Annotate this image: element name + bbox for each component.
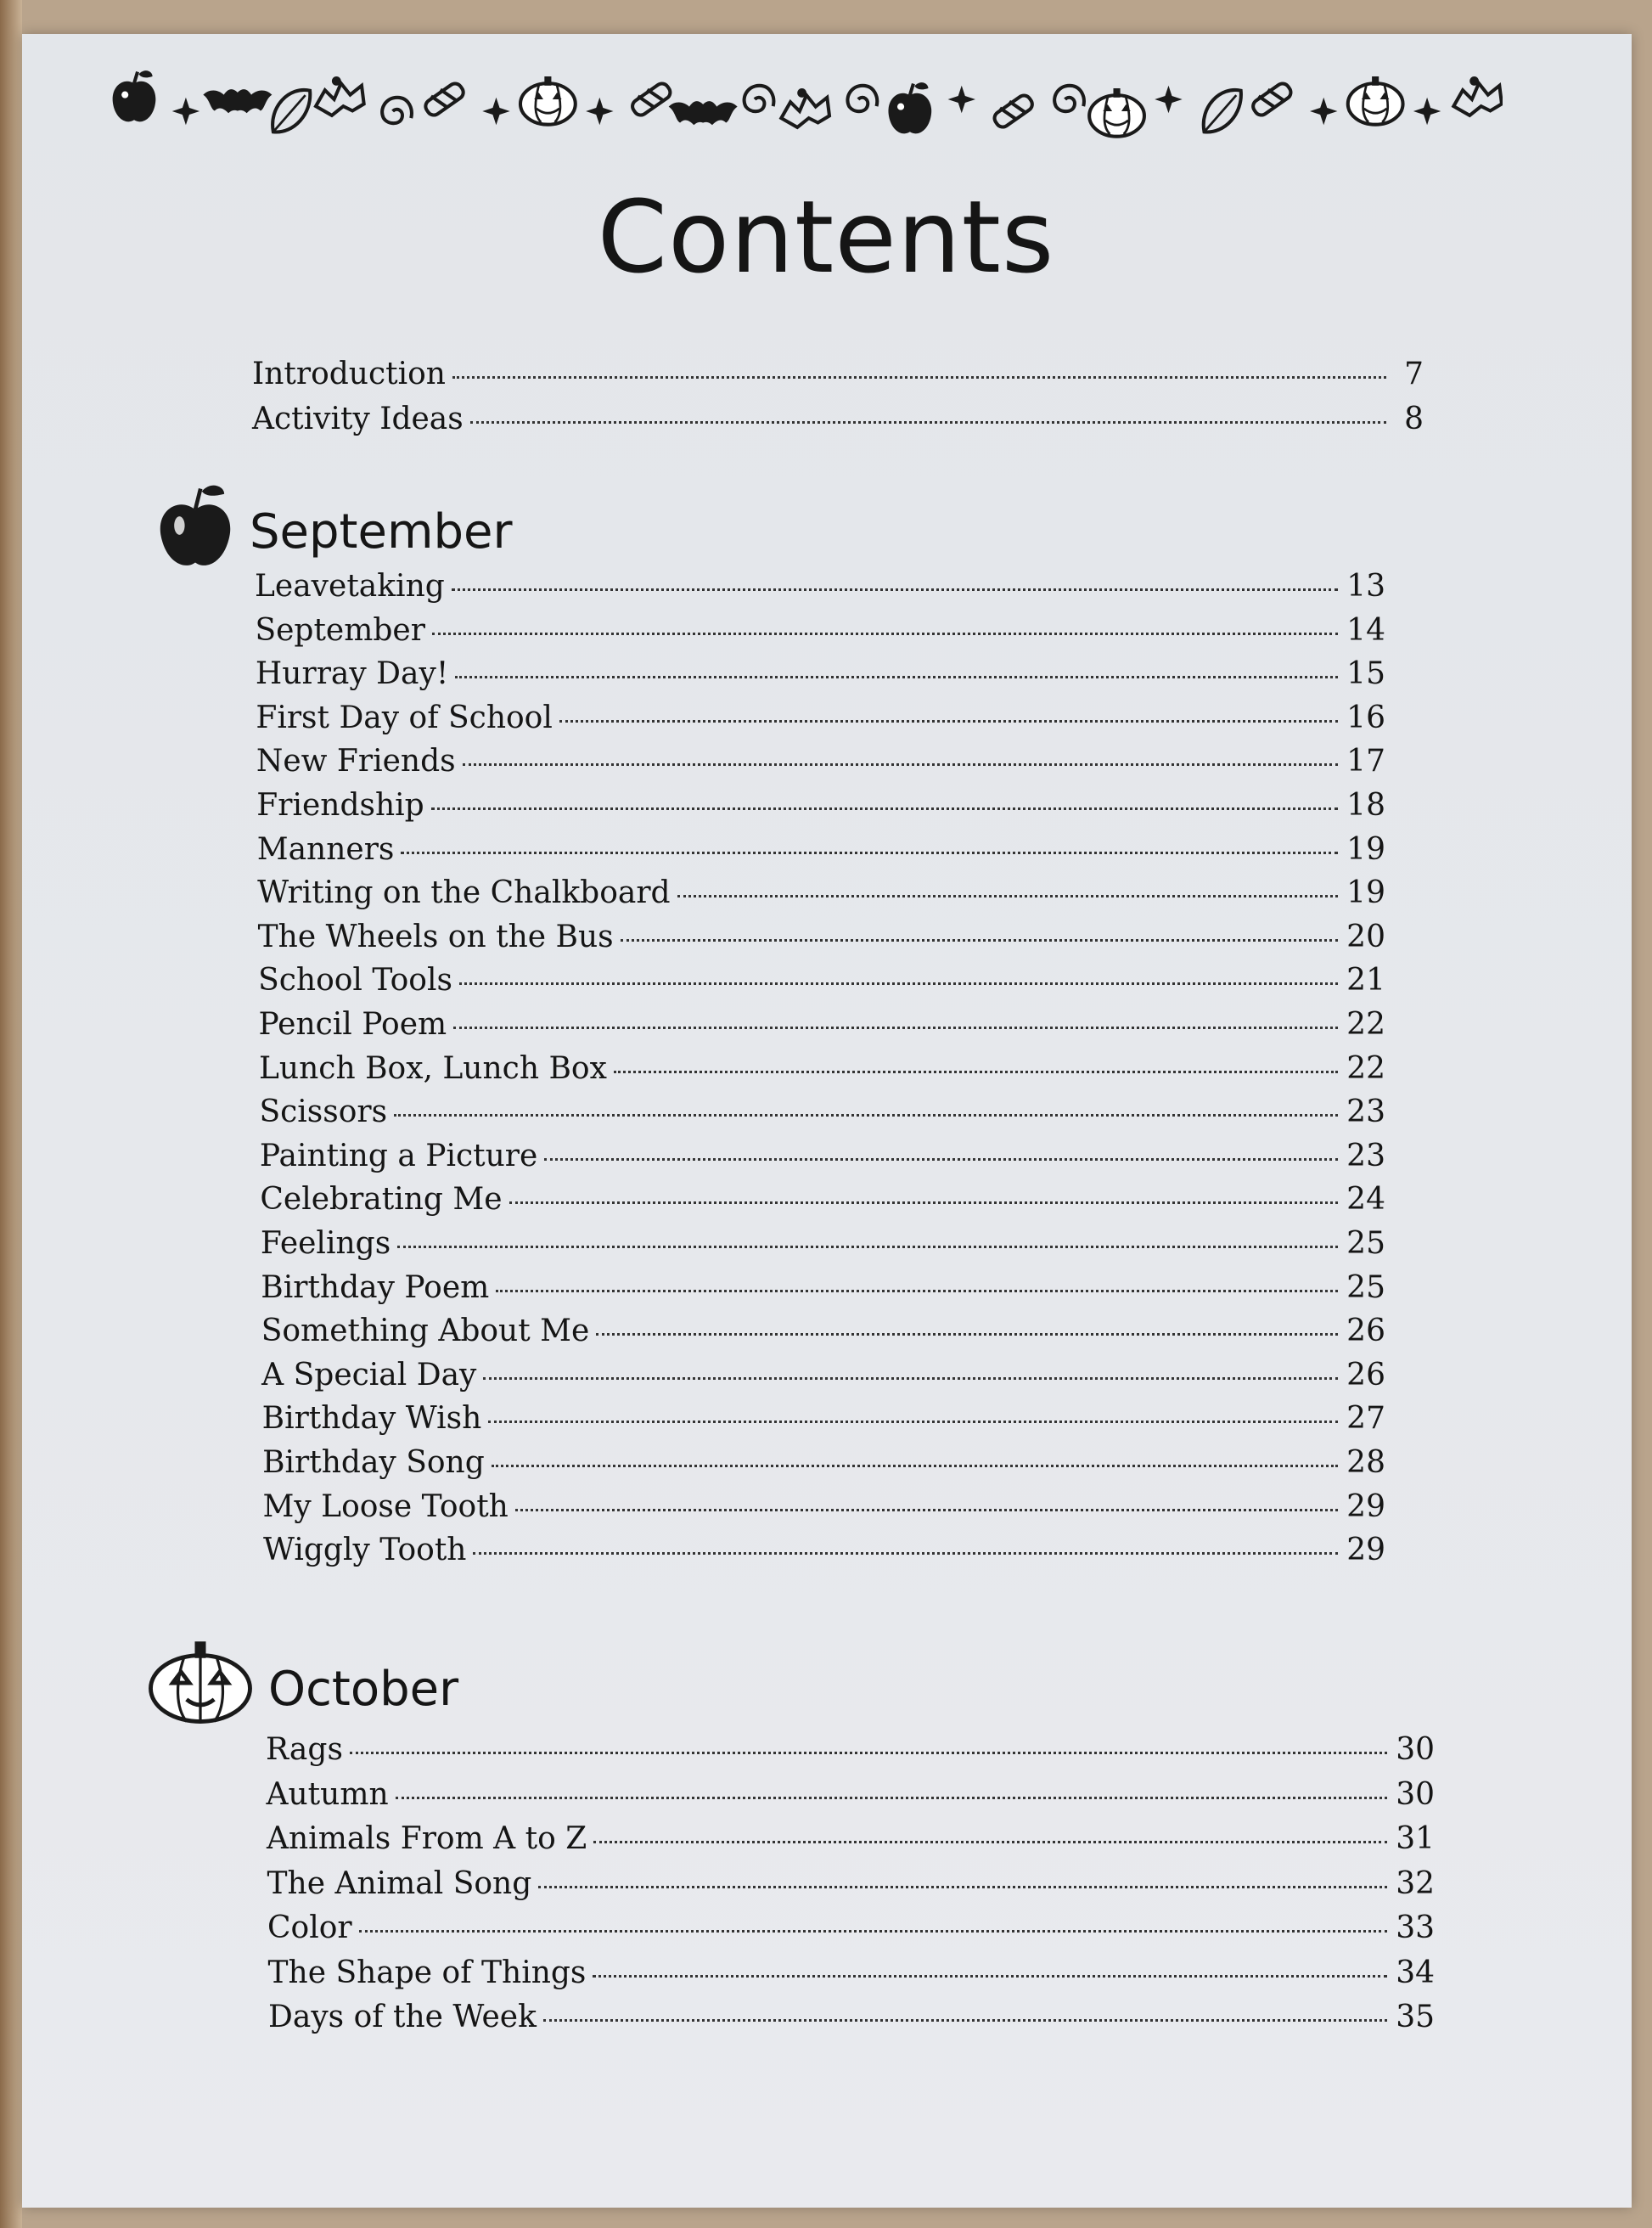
toc-entry [255,613,1385,655]
entry-title: Birthday Poem [261,1269,490,1305]
entry-title: Wiggly Tooth [263,1533,467,1568]
page-number: 23 [1346,1138,1385,1173]
toc-entry [257,832,1385,875]
toc-entry [256,788,1385,830]
swirl-icon [382,98,412,123]
page-number: 30 [1396,1732,1435,1767]
dot-leader [350,1752,1387,1754]
dot-leader [455,676,1338,678]
pumpkin-icon [1348,76,1403,125]
entry-title: Animals From A to Z [267,1821,587,1856]
toc-entry [260,1182,1385,1224]
entry-title: Activity Ideas [252,402,464,436]
dot-leader [396,1797,1388,1799]
bat-icon [203,89,272,113]
toc-entry [252,402,1424,444]
entry-title: Pencil Poem [258,1007,447,1042]
toc-entry [262,1401,1385,1443]
toc-entry [268,1955,1436,1998]
dot-leader [459,982,1338,985]
page-number: 26 [1346,1314,1385,1349]
toc-entry [267,1777,1436,1820]
toc-entry [263,1489,1385,1532]
dot-leader [621,939,1339,942]
dot-leader [677,895,1339,897]
star-icon [948,86,975,113]
apple-icon [153,475,238,588]
pumpkin-icon [520,76,576,125]
dot-leader [488,1421,1338,1423]
page-number: 29 [1346,1533,1385,1568]
page-number: 22 [1346,1007,1385,1042]
entry-title: The Wheels on the Bus [257,919,614,954]
toc-entry [261,1270,1385,1313]
page-number: 26 [1346,1357,1385,1392]
entry-title: First Day of School [256,700,553,735]
entry-title: Birthday Song [262,1445,485,1480]
entry-title: September [255,612,425,648]
candy-icon [423,81,466,117]
entry-title: Autumn [266,1776,389,1812]
dot-leader [452,376,1386,379]
toc-entry [260,1139,1385,1181]
page-number: 27 [1346,1401,1385,1437]
page-number: 24 [1346,1182,1385,1218]
page-number: 8 [1404,402,1424,436]
page-number: 19 [1346,875,1385,911]
entry-title: Friendship [256,788,424,823]
toc-entry [262,1445,1385,1488]
toc-entry [255,569,1385,611]
dot-leader [432,633,1338,635]
dot-leader [515,1509,1338,1511]
entry-title: Hurray Day! [255,656,449,692]
entry-title: New Friends [256,744,456,779]
star-icon [1310,98,1337,125]
page-number: 29 [1346,1488,1385,1524]
toc-entry [267,1821,1435,1864]
toc-entry [266,1732,1435,1775]
decorative-border [110,58,1503,160]
toc-entry [261,1314,1385,1356]
dot-leader [593,1975,1387,1978]
dot-leader [596,1333,1338,1336]
page-number: 13 [1346,569,1385,604]
star-icon [1155,86,1182,113]
dot-leader [509,1201,1339,1204]
page-title: Contents [597,178,1055,295]
toc-entry [261,1226,1385,1269]
toc-entry [259,1094,1385,1137]
page-number: 14 [1346,612,1385,648]
entry-title: Feelings [260,1226,391,1261]
pumpkin-icon [1089,88,1144,137]
toc-entry [263,1533,1385,1575]
entry-title: Birthday Wish [261,1401,482,1437]
dot-leader [593,1841,1387,1843]
dot-leader [431,807,1338,810]
toc-entry [261,1358,1385,1400]
dot-leader [473,1552,1338,1555]
page-number: 31 [1396,1821,1435,1856]
dot-leader [544,1158,1338,1161]
entry-title: A Special Day [261,1357,477,1392]
page-number: 16 [1346,700,1385,735]
page-number: 15 [1346,656,1385,692]
swirl-icon [847,86,877,111]
star-icon [482,98,509,125]
holly-icon [781,88,829,127]
toc-entry [252,357,1424,399]
apple-icon [888,82,931,133]
dot-leader [470,421,1386,424]
toc-entry [256,700,1385,743]
page-number: 20 [1346,919,1385,954]
toc-entry [267,1866,1436,1909]
entry-title: Celebrating Me [260,1182,503,1218]
dot-leader [452,588,1338,591]
entry-title: The Shape of Things [267,1955,587,1990]
dot-leader [463,763,1339,766]
page-number: 32 [1396,1865,1435,1901]
page-number: 17 [1346,744,1385,779]
page-number: 35 [1396,2000,1435,2034]
swirl-icon [1054,86,1084,111]
dot-leader [483,1377,1338,1380]
dot-leader [397,1246,1338,1248]
book-spine [0,0,22,2228]
entry-title: Something About Me [261,1314,590,1349]
page-number: 30 [1396,1776,1435,1812]
entry-title: Rags [266,1732,343,1767]
page-number: 22 [1346,1050,1385,1086]
toc-entry [267,1910,1435,1953]
dot-leader [492,1465,1338,1467]
dot-leader [559,720,1338,723]
entry-title: Scissors [259,1094,388,1130]
leaf-icon [273,90,310,132]
toc-entry [268,2000,1435,2042]
page-number: 7 [1404,357,1424,391]
star-icon [586,98,613,125]
leaf-icon [1204,90,1241,132]
page-number: 25 [1346,1269,1385,1305]
page-number: 18 [1346,788,1385,823]
bat-icon [669,101,738,125]
entry-title: Introduction [252,357,446,391]
candy-icon [630,81,673,117]
page-number: 25 [1346,1226,1385,1261]
candy-icon [992,93,1035,129]
dot-leader [543,2019,1387,2022]
dot-leader [401,852,1338,854]
entry-title: Leavetaking [255,569,445,604]
toc-entry [259,1051,1385,1094]
entry-title: Lunch Box, Lunch Box [259,1050,607,1086]
dot-leader [538,1886,1387,1888]
toc-entry [256,744,1385,786]
entry-title: Manners [256,831,395,867]
swirl-icon [745,86,774,111]
star-icon [1413,98,1441,125]
candy-icon [1250,81,1294,117]
holly-icon [316,76,364,115]
dot-leader [453,1027,1338,1029]
section-title: September [250,504,513,560]
pumpkin-icon [144,1639,256,1739]
page-number: 33 [1396,1910,1435,1945]
entry-title: The Animal Song [267,1865,532,1901]
section-title: October [268,1661,459,1717]
page-number: 21 [1346,963,1385,999]
toc-entry [258,963,1385,1005]
star-icon [172,98,199,125]
toc-entry [256,656,1385,699]
dot-leader [496,1290,1338,1292]
entry-title: My Loose Tooth [262,1488,509,1524]
toc-entry [258,920,1385,962]
dot-leader [359,1930,1388,1933]
entry-title: Writing on the Chalkboard [257,875,671,911]
entry-title: Days of the Week [268,2000,537,2034]
holly-icon [1453,76,1502,115]
toc-entry [257,875,1385,918]
apple-icon [113,70,156,121]
page-number: 19 [1346,831,1385,867]
page-number: 23 [1346,1094,1385,1130]
page-number: 34 [1396,1955,1435,1990]
toc-entry [259,1007,1385,1049]
dot-leader [394,1114,1338,1117]
page-number: 28 [1346,1445,1385,1480]
entry-title: Painting a Picture [259,1138,538,1173]
entry-title: School Tools [258,963,452,999]
entry-title: Color [267,1910,352,1945]
section-heading-october [144,1639,458,1739]
dot-leader [614,1071,1338,1073]
